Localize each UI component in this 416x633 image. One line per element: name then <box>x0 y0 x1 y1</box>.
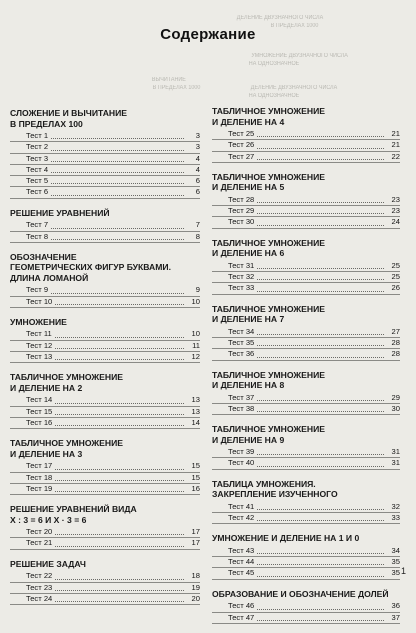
entry-page-number: 32 <box>391 501 400 511</box>
entry-label: Тест 29 <box>228 206 255 216</box>
entry-label: Тест 15 <box>26 406 53 416</box>
dot-leader <box>51 239 184 240</box>
entry-label: Тест 36 <box>228 349 255 359</box>
toc-entry[interactable] <box>10 407 200 418</box>
section-title-line: УМНОЖЕНИЕ И ДЕЛЕНИЕ НА 1 И 0 <box>212 533 360 544</box>
entry-page-number: 3 <box>195 131 200 140</box>
entry-label: Тест 34 <box>228 326 255 336</box>
entry-label: Тест 44 <box>228 557 255 567</box>
entry-page-number: 16 <box>191 483 200 493</box>
entry-label: Тест 3 <box>26 153 49 163</box>
dot-leader <box>55 590 184 591</box>
section-title-line: И ДЕЛЕНИЕ НА 4 <box>212 116 285 127</box>
entry-label: Тест 33 <box>228 283 255 293</box>
toc-entry[interactable] <box>10 484 200 495</box>
entry-label: Тест 7 <box>26 220 49 230</box>
entry-page-number: 13 <box>191 406 200 416</box>
entry-label: Тест 1 <box>26 131 49 140</box>
bleed-line: ДЕЛЕНИЕ ДВУЗНАЧНОГО ЧИСЛА <box>236 15 324 21</box>
toc-entry[interactable] <box>10 297 200 308</box>
toc-entry[interactable] <box>10 395 200 406</box>
section-title-line: И ДЕЛЕНИЕ НА 3 <box>10 448 83 459</box>
dot-leader <box>257 609 384 610</box>
dot-leader <box>55 425 184 426</box>
entry-label: Тест 4 <box>26 164 49 174</box>
dot-leader <box>257 345 384 346</box>
entry-page-number: 6 <box>195 187 200 197</box>
entry-page-number: 20 <box>191 593 200 603</box>
toc-entry[interactable] <box>212 272 400 283</box>
entry-page-number: 26 <box>391 283 400 293</box>
entry-page-number: 21 <box>391 140 400 150</box>
section-title <box>212 533 400 544</box>
dot-leader <box>257 509 384 510</box>
entry-page-number: 27 <box>391 326 400 336</box>
toc-entry[interactable] <box>10 154 200 165</box>
entry-label: Тест 25 <box>228 129 255 138</box>
bleed-line: УМНОЖЕНИЕ ДВУЗНАЧНОГО ЧИСЛА <box>251 53 348 59</box>
entry-page-number: 19 <box>191 582 200 592</box>
page-number: 1 <box>400 566 406 576</box>
entry-page-number: 12 <box>191 352 200 362</box>
entry-label: Тест 42 <box>228 513 255 523</box>
bleed-line: ДЕЛЕНИЕ ДВУЗНАЧНОГО ЧИСЛА <box>250 85 338 91</box>
section-title-line: ТАБЛИЧНОЕ УМНОЖЕНИЕ <box>212 369 326 380</box>
dot-leader <box>257 564 384 565</box>
entry-label: Тест 19 <box>26 483 53 493</box>
entry-page-number: 21 <box>391 129 400 138</box>
toc-entry[interactable] <box>212 393 400 404</box>
section-title-line: И ДЕЛЕНИЕ НА 8 <box>212 380 285 391</box>
dot-leader <box>55 601 184 602</box>
section-title <box>212 172 400 193</box>
toc-section <box>10 208 200 243</box>
dot-leader <box>51 138 184 139</box>
toc-entry[interactable] <box>212 261 400 272</box>
entry-page-number: 28 <box>391 349 400 359</box>
toc-entry[interactable] <box>10 285 200 296</box>
dot-leader <box>257 576 384 577</box>
toc-entry[interactable] <box>10 165 200 176</box>
dot-leader <box>51 161 184 162</box>
section-title-line: X : 3 = 6 И X · 3 = 6 <box>10 514 87 525</box>
entry-label: Тест 12 <box>26 340 53 350</box>
toc-section <box>212 370 400 416</box>
toc-entry[interactable] <box>212 338 400 349</box>
bleed-line: ВЫЧИТАНИЕ <box>151 77 186 83</box>
toc-section <box>212 424 400 470</box>
section-title-line: РЕШЕНИЕ ЗАДАЧ <box>10 558 86 569</box>
entry-label: Тест 37 <box>228 392 255 402</box>
section-title-line: ТАБЛИЧНОЕ УМНОЖЕНИЕ <box>212 171 326 182</box>
toc-entry[interactable] <box>10 352 200 363</box>
toc-section <box>212 533 400 579</box>
section-title <box>10 317 200 328</box>
entry-label: Тест 13 <box>26 352 53 362</box>
dot-leader <box>257 225 384 226</box>
dot-leader <box>257 411 384 412</box>
toc-section <box>212 238 400 295</box>
section-title-line: ОБОЗНАЧЕНИЕ <box>10 251 77 262</box>
toc-section <box>212 589 400 624</box>
section-title-line: СЛОЖЕНИЕ И ВЫЧИТАНИЕ <box>10 108 128 118</box>
dot-leader <box>51 172 184 173</box>
toc-entry[interactable] <box>212 546 400 557</box>
section-title-line: И ДЕЛЕНИЕ НА 7 <box>212 314 285 325</box>
dot-leader <box>257 202 384 203</box>
section-title <box>10 438 200 459</box>
entry-page-number: 10 <box>191 296 200 306</box>
section-title <box>10 208 200 219</box>
entry-page-number: 23 <box>391 206 400 216</box>
page-title: Содержание <box>160 26 256 43</box>
entry-page-number: 17 <box>191 538 200 548</box>
toc-entry[interactable] <box>10 220 200 231</box>
dot-leader <box>55 403 184 404</box>
section-title-line: ТАБЛИЧНОЕ УМНОЖЕНИЕ <box>212 424 326 435</box>
dot-leader <box>55 304 184 305</box>
toc-entry[interactable] <box>10 142 200 153</box>
entry-page-number: 33 <box>391 513 400 523</box>
entry-page-number: 15 <box>191 461 200 471</box>
dot-leader <box>257 400 384 401</box>
toc-entry[interactable] <box>212 206 400 217</box>
toc-entry[interactable] <box>10 538 200 549</box>
dot-leader <box>257 159 384 160</box>
section-title-line: ТАБЛИЧНОЕ УМНОЖЕНИЕ <box>10 438 124 449</box>
toc-entry[interactable] <box>10 232 200 243</box>
entry-page-number: 15 <box>191 472 200 482</box>
toc-entry[interactable] <box>212 349 400 360</box>
entry-label: Тест 16 <box>26 417 53 427</box>
toc-entry[interactable] <box>10 527 200 538</box>
toc-section <box>212 106 400 163</box>
entry-page-number: 11 <box>192 340 200 350</box>
section-title-line: ОБРАЗОВАНИЕ И ОБОЗНАЧЕНИЕ ДОЛЕЙ <box>212 588 389 599</box>
section-title <box>212 370 400 391</box>
dot-leader <box>51 228 184 229</box>
section-title <box>10 504 200 525</box>
entry-page-number: 29 <box>391 392 400 402</box>
entry-label: Тест 14 <box>26 395 53 405</box>
entry-label: Тест 39 <box>228 447 255 457</box>
entry-label: Тест 21 <box>26 538 53 548</box>
entry-label: Тест 45 <box>228 568 255 578</box>
dot-leader <box>257 553 384 554</box>
dot-leader <box>51 183 184 184</box>
entry-page-number: 35 <box>391 557 400 567</box>
toc-entry[interactable] <box>10 594 200 605</box>
entry-page-number: 9 <box>195 285 200 295</box>
entry-page-number: 36 <box>391 601 400 611</box>
entry-page-number: 31 <box>391 458 400 468</box>
section-title-line: ТАБЛИЦА УМНОЖЕНИЯ. <box>212 478 316 489</box>
entry-label: Тест 31 <box>228 260 255 270</box>
toc-entry[interactable] <box>212 568 400 579</box>
section-title <box>212 238 400 259</box>
dot-leader <box>55 579 184 580</box>
toc-entry[interactable] <box>212 557 400 568</box>
toc-entry[interactable] <box>212 513 400 524</box>
entry-label: Тест 2 <box>26 142 49 152</box>
bleed-line: В ПРЕДЕЛАХ 1000 <box>152 85 201 91</box>
dot-leader <box>257 291 384 292</box>
toc-section <box>10 317 200 363</box>
dot-leader <box>55 414 184 415</box>
toc-section <box>10 438 200 495</box>
dot-leader <box>257 213 384 214</box>
entry-page-number: 18 <box>191 571 200 581</box>
section-title <box>10 252 200 284</box>
toc-entry[interactable] <box>212 217 400 228</box>
entry-page-number: 23 <box>391 194 400 204</box>
toc-entry[interactable] <box>212 195 400 206</box>
entry-label: Тест 6 <box>26 187 49 197</box>
toc-section <box>10 559 200 605</box>
section-title <box>212 479 400 500</box>
entry-page-number: 34 <box>391 545 400 555</box>
entry-label: Тест 27 <box>228 151 255 161</box>
section-title-line: И ДЕЛЕНИЕ НА 6 <box>212 248 285 259</box>
entry-label: Тест 24 <box>26 593 53 603</box>
dot-leader <box>51 293 184 294</box>
entry-page-number: 35 <box>391 568 400 578</box>
dot-leader <box>55 491 184 492</box>
dot-leader <box>257 279 384 280</box>
bleed-line: НА ОДНОЗНАЧНОЕ <box>248 61 300 67</box>
entry-page-number: 3 <box>195 142 200 152</box>
dot-leader <box>257 148 384 149</box>
section-title-line: ТАБЛИЧНОЕ УМНОЖЕНИЕ <box>212 106 326 116</box>
entry-label: Тест 10 <box>26 296 53 306</box>
dot-leader <box>55 337 184 338</box>
section-title <box>10 559 200 570</box>
section-title <box>10 372 200 393</box>
entry-label: Тест 38 <box>228 403 255 413</box>
toc-entry[interactable] <box>10 473 200 484</box>
dot-leader <box>55 359 184 360</box>
section-title-line: ТАБЛИЧНОЕ УМНОЖЕНИЕ <box>212 237 326 248</box>
toc-section <box>212 304 400 361</box>
entry-page-number: 25 <box>391 260 400 270</box>
entry-page-number: 25 <box>391 272 400 282</box>
section-title <box>212 424 400 445</box>
toc-section <box>10 108 200 199</box>
section-title-line: ТАБЛИЧНОЕ УМНОЖЕНИЕ <box>212 303 326 314</box>
entry-label: Тест 35 <box>228 337 255 347</box>
dot-leader <box>257 268 384 269</box>
dot-leader <box>257 466 384 467</box>
dot-leader <box>55 348 184 349</box>
section-title-line: УМНОЖЕНИЕ <box>10 316 67 327</box>
entry-label: Тест 17 <box>26 461 53 471</box>
section-title-line: РЕШЕНИЕ УРАВНЕНИЙ <box>10 207 110 218</box>
section-title-line: И ДЕЛЕНИЕ НА 2 <box>10 382 83 393</box>
entry-label: Тест 9 <box>26 285 49 295</box>
dot-leader <box>51 150 184 151</box>
dot-leader <box>257 620 384 621</box>
toc-entry[interactable] <box>212 502 400 513</box>
section-title-line: ГЕОМЕТРИЧЕСКИХ ФИГУР БУКВАМИ. <box>10 262 171 273</box>
entry-page-number: 31 <box>391 447 400 457</box>
entry-label: Тест 43 <box>228 545 255 555</box>
section-title-line: РЕШЕНИЕ УРАВНЕНИЙ ВИДА <box>10 504 137 515</box>
dot-leader <box>55 546 184 547</box>
entry-label: Тест 5 <box>26 176 49 186</box>
entry-label: Тест 18 <box>26 472 53 482</box>
entry-label: Тест 46 <box>228 601 255 611</box>
entry-page-number: 24 <box>391 217 400 227</box>
toc-entry[interactable] <box>10 131 200 142</box>
section-title-line: ЗАКРЕПЛЕНИЕ ИЗУЧЕННОГО <box>212 489 338 500</box>
dot-leader <box>257 357 384 358</box>
bleed-line: В ПРЕДЕЛАХ 1000 <box>270 23 319 29</box>
toc-entry[interactable] <box>10 461 200 472</box>
dot-leader <box>51 195 184 196</box>
entry-label: Тест 22 <box>26 571 53 581</box>
entry-label: Тест 47 <box>228 612 255 622</box>
section-title <box>212 106 400 127</box>
entry-label: Тест 41 <box>228 501 255 511</box>
toc-entry[interactable] <box>212 613 400 624</box>
toc-column-left <box>10 108 200 614</box>
toc-entry[interactable] <box>212 458 400 469</box>
toc-entry[interactable] <box>212 327 400 338</box>
entry-page-number: 6 <box>195 176 200 186</box>
toc-section <box>10 372 200 429</box>
section-title-line: ДЛИНА ЛОМАНОЙ <box>10 272 89 283</box>
dot-leader <box>257 136 384 137</box>
toc-section <box>212 172 400 229</box>
toc-section <box>10 252 200 308</box>
bleed-line: НА ОДНОЗНАЧНОЕ <box>248 93 300 99</box>
entry-label: Тест 23 <box>26 582 53 592</box>
entry-label: Тест 8 <box>26 231 49 241</box>
toc-entry[interactable] <box>212 283 400 294</box>
entry-page-number: 10 <box>191 329 200 339</box>
entry-label: Тест 32 <box>228 272 255 282</box>
entry-label: Тест 40 <box>228 458 255 468</box>
section-title <box>212 304 400 325</box>
toc-entry[interactable] <box>10 176 200 187</box>
section-title-line: И ДЕЛЕНИЕ НА 9 <box>212 434 285 445</box>
toc-section <box>212 479 400 525</box>
entry-label: Тест 28 <box>228 194 255 204</box>
entry-page-number: 4 <box>195 153 200 163</box>
section-title-line: ТАБЛИЧНОЕ УМНОЖЕНИЕ <box>10 372 124 383</box>
toc-entry[interactable] <box>212 601 400 612</box>
toc-entry[interactable] <box>10 329 200 340</box>
toc-entry[interactable] <box>10 341 200 352</box>
toc-entry[interactable] <box>10 583 200 594</box>
entry-label: Тест 11 <box>26 329 52 339</box>
toc-entry[interactable] <box>212 447 400 458</box>
dot-leader <box>257 520 384 521</box>
toc-section <box>10 504 200 550</box>
section-title-line: И ДЕЛЕНИЕ НА 5 <box>212 182 285 193</box>
section-title <box>10 108 200 129</box>
entry-page-number: 13 <box>191 395 200 405</box>
toc-entry[interactable] <box>10 571 200 582</box>
toc-entry[interactable] <box>212 152 400 163</box>
entry-page-number: 37 <box>391 612 400 622</box>
toc-entry[interactable] <box>212 140 400 151</box>
entry-page-number: 30 <box>391 403 400 413</box>
entry-label: Тест 30 <box>228 217 255 227</box>
toc-entry[interactable] <box>212 129 400 140</box>
toc-entry[interactable] <box>10 187 200 198</box>
dot-leader <box>55 469 184 470</box>
entry-page-number: 8 <box>195 231 200 241</box>
section-title <box>212 589 400 600</box>
entry-label: Тест 20 <box>26 527 53 537</box>
entry-page-number: 4 <box>195 164 200 174</box>
section-title-line: В ПРЕДЕЛАХ 100 <box>10 118 83 129</box>
dot-leader <box>55 480 184 481</box>
entry-label: Тест 26 <box>228 140 255 150</box>
dot-leader <box>55 534 184 535</box>
entry-page-number: 22 <box>391 151 400 161</box>
toc-entry[interactable] <box>212 404 400 415</box>
dot-leader <box>257 454 384 455</box>
entry-page-number: 28 <box>391 337 400 347</box>
entry-page-number: 7 <box>195 220 200 230</box>
entry-page-number: 14 <box>191 417 200 427</box>
toc-entry[interactable] <box>10 418 200 429</box>
toc-column-right <box>212 106 400 633</box>
dot-leader <box>257 334 384 335</box>
entry-page-number: 17 <box>191 527 200 537</box>
